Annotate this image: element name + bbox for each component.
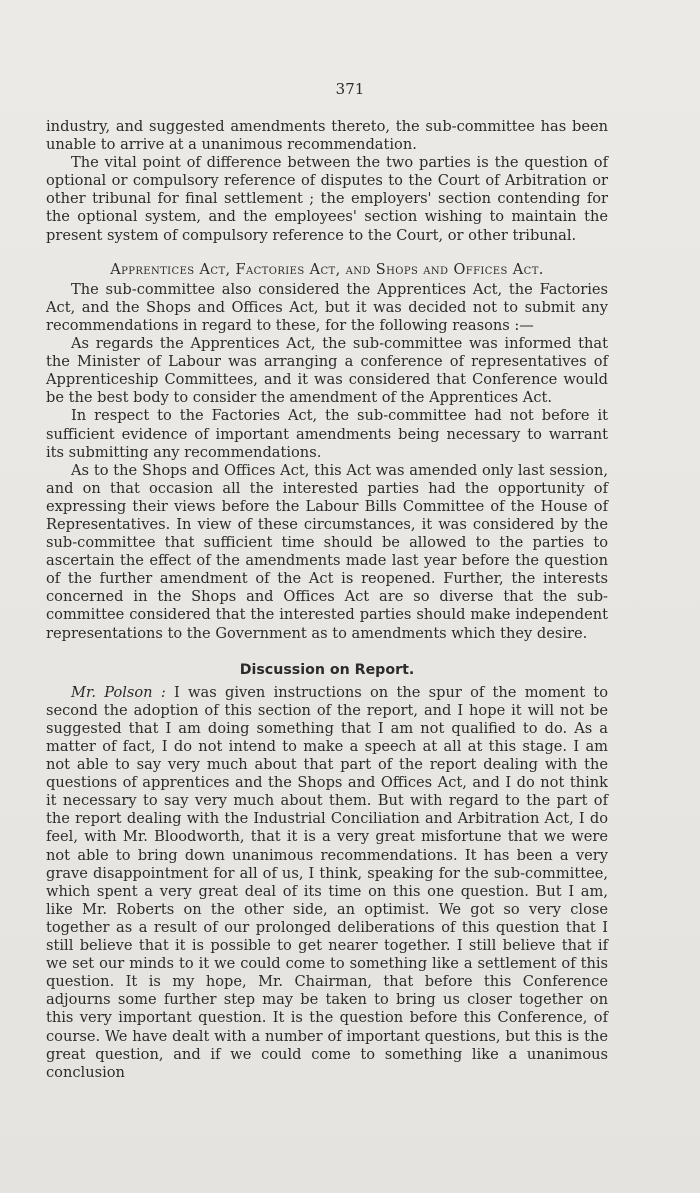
body-paragraph: In respect to the Factories Act, the sub-committee had not before it sufficient evidence of important amendments being necessary to warrant its submitting any recommendations. bbox=[46, 407, 608, 461]
body-paragraph: As to the Shops and Offices Act, this Act was amended only last session, and on that occasion all the interested parties had the opportunity of expressing their views before the Labour Bills Committee of the House of Representatives. In view of these circumstances, it was considered by the sub-committee that sufficient time should be allowed to the parties to ascertain the effect of the amendments made last year before the question of the further amendment of the Act is reopened. Further, the interests concerned in the Shops and Offices Act are so diverse that the sub-committee considered that the interested parties should make independent representations to the Government as to amendments which they desire. bbox=[46, 461, 608, 642]
body-paragraph: industry, and suggested amendments thereto, the sub-committee has been unable to arrive at a unanimous recommendation. bbox=[46, 118, 608, 154]
page-number: 371 bbox=[335, 80, 365, 98]
page-body bbox=[46, 118, 608, 1082]
body-paragraph: The sub-committee also considered the Apprentices Act, the Factories Act, and the Shops and Offices Act, but it was decided not to submit any recommendations in regard to these, for the following reasons :— bbox=[46, 280, 608, 334]
body-paragraph: As regards the Apprentices Act, the sub-committee was informed that the Minister of Labour was arranging a conference of representatives of Apprenticeship Committees, and it was considered that Conference would be the best body to consider the amendment of the Apprentices Act. bbox=[46, 335, 608, 407]
section-heading: Apprentices Act, Factories Act, and Shops and Offices Act. bbox=[110, 261, 544, 278]
speech-paragraph bbox=[46, 684, 608, 1082]
body-paragraph: The vital point of difference between the two parties is the question of optional or compulsory reference of disputes to the Court of Arbitration or other tribunal for final settlement ; the employers' section contending for the optional system, and the employees' section wishing to maintain the present system of compulsory reference to the Court, or other tribunal. bbox=[46, 154, 608, 244]
speech-text: I was given instructions on the spur of the moment to second the adoption of this section of the report, and I hope it will not be suggested that I am doing something that I am not qualified to do. As a matter of fact, I do not intend to make a speech at all at this stage. I am not able to say very much about that part of the report dealing with the questions of apprentices and the Shops and Offices Act, and I do not think it necessary to say very much about them. But with regard to the part of the report dealing with the Industrial Conciliation and Arbitration Act, I do feel, with Mr. Bloodworth, that it is a very great misfortune that we were not able to bring down unanimous recommendations. It has been a very grave disappointment for all of us, I think, speaking for the sub-committee, which spent a very great deal of its time on this one question. But I am, like Mr. Roberts on the other side, an optimist. We got so very close together as a result of our prolonged deliberations of this question that I still believe that it is possible to get nearer together. I still believe that if we set our minds to it we could come to something like a settlement of this question. It is my hope, Mr. Chairman, that before this Conference adjourns some further step may be taken to bring us closer together on this very important question. It is the question before this Conference, of course. We have dealt with a number of important questions, but this is the great question, and if we could come to something like a unanimous conclusion bbox=[46, 683, 608, 1081]
speaker-name: Mr. Polson : bbox=[71, 683, 166, 701]
discussion-heading: Discussion on Report. bbox=[239, 661, 415, 678]
